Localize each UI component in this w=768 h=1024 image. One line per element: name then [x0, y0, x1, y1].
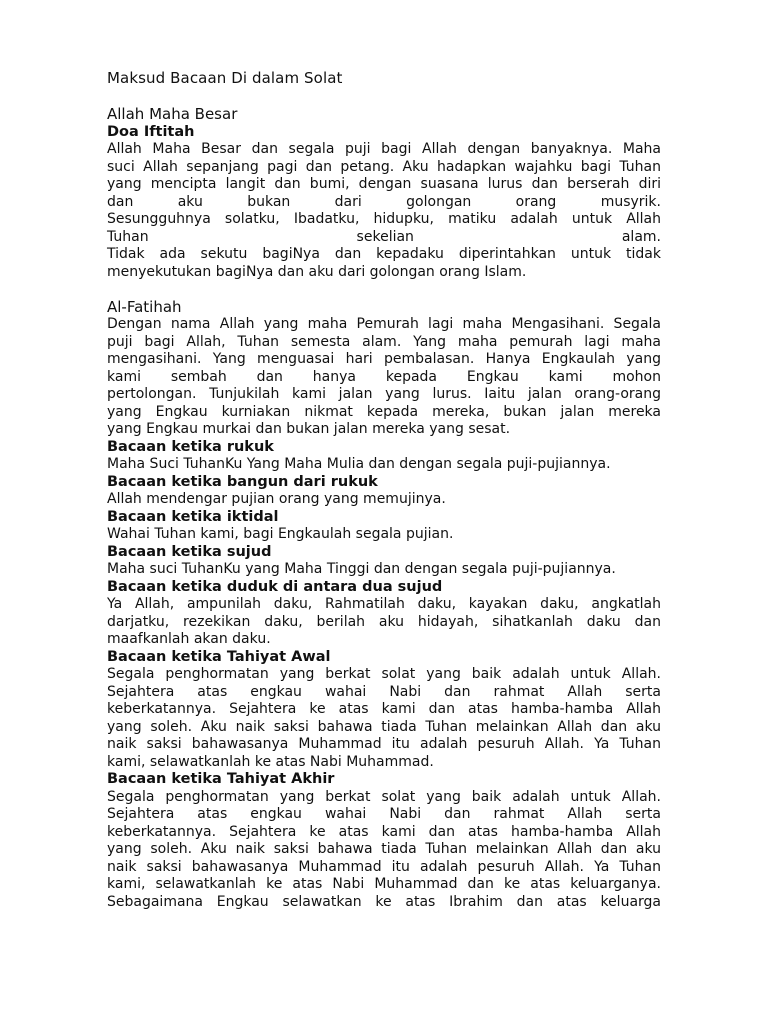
paragraph-al-fatihah — [107, 316, 661, 439]
section-heading-allah-maha-besar: Allah Maha Besar — [107, 105, 238, 123]
paragraph-sujud — [107, 561, 661, 579]
paragraph-iktidal — [107, 526, 661, 544]
text-line: Sebagaimana Engkau selawatkan ke atas Ibrahim dan atas keluarga — [107, 893, 661, 910]
text-line: Tidak ada sekutu bagiNya dan kepadaku diperintahkan untuk tidak — [107, 246, 661, 262]
text-line: kami sembah dan hanya kepada Engkau kami mohon — [107, 368, 661, 385]
paragraph-bangun-rukuk — [107, 491, 661, 509]
text-line: Tuhan sekelian alam. — [107, 228, 661, 245]
text-line: darjatku, rezekikan daku, berilah aku hidayah, sihatkanlah daku dan — [107, 613, 661, 630]
text-line: mengasihani. Yang menguasai hari pembalasan. Hanya Engkaulah yang — [107, 351, 661, 367]
text-line: kami, selawatkanlah ke atas Nabi Muhammad dan ke atas keluarganya. — [107, 876, 661, 892]
paragraph-duduk-dua-sujud — [107, 596, 661, 649]
paragraph-tahiyat-akhir — [107, 789, 661, 912]
text-line: pertolongan. Tunjukilah kami jalan yang lurus. Iaitu jalan orang-orang — [107, 386, 661, 402]
text-line: Sejahtera atas engkau wahai Nabi dan rahmat Allah serta — [107, 683, 661, 700]
text-line: Segala penghormatan yang berkat solat yang baik adalah untuk Allah. — [107, 788, 661, 805]
text-line: yang soleh. Aku naik saksi bahawa tiada Tuhan melainkan Allah dan aku — [107, 718, 661, 735]
text-line: yang mencipta langit dan bumi, dengan suasana lurus dan berserah diri — [107, 176, 661, 192]
heading-tahiyat-awal: Bacaan ketika Tahiyat Awal — [107, 648, 331, 665]
heading-doa-iftitah: Doa Iftitah — [107, 123, 195, 140]
heading-rukuk: Bacaan ketika rukuk — [107, 438, 274, 455]
paragraph-doa-iftitah — [107, 141, 661, 281]
paragraph-tahiyat-awal — [107, 666, 661, 771]
text-line: yang Engkau murkai dan bukan jalan mereka yang sesat. — [107, 421, 511, 437]
text-line: Allah mendengar pujian orang yang memujinya. — [107, 491, 446, 507]
heading-bangun-rukuk: Bacaan ketika bangun dari rukuk — [107, 473, 378, 490]
text-line: kami, selawatkanlah ke atas Nabi Muhammad. — [107, 753, 434, 770]
text-line: Sejahtera atas engkau wahai Nabi dan rahmat Allah serta — [107, 806, 661, 822]
heading-tahiyat-akhir: Bacaan ketika Tahiyat Akhir — [107, 771, 335, 787]
heading-sujud: Bacaan ketika sujud — [107, 543, 272, 560]
text-line: Maha Suci TuhanKu Yang Maha Mulia dan dengan segala puji-pujiannya. — [107, 456, 611, 472]
text-line: keberkatannya. Sejahtera ke atas kami dan atas hamba-hamba Allah — [107, 823, 661, 840]
text-line: Dengan nama Allah yang maha Pemurah lagi maha Mengasihani. Segala — [107, 316, 661, 332]
heading-duduk-dua-sujud: Bacaan ketika duduk di antara dua sujud — [107, 578, 443, 595]
text-line: puji bagi Allah, Tuhan semesta alam. Yang maha pemurah lagi maha — [107, 333, 661, 350]
heading-iktidal: Bacaan ketika iktidal — [107, 508, 279, 525]
text-line: menyekutukan bagiNya dan aku dari golongan orang Islam. — [107, 263, 527, 280]
text-line: yang Engkau kurniakan nikmat kepada mereka, bukan jalan mereka — [107, 403, 661, 420]
text-line: suci Allah sepanjang pagi dan petang. Aku hadapkan wajahku bagi Tuhan — [107, 158, 661, 175]
text-line: maafkanlah akan daku. — [107, 631, 271, 647]
text-line: yang soleh. Aku naik saksi bahawa tiada Tuhan melainkan Allah dan aku — [107, 841, 661, 857]
text-line: Segala penghormatan yang berkat solat yang baik adalah untuk Allah. — [107, 666, 661, 682]
document-title: Maksud Bacaan Di dalam Solat — [107, 69, 343, 87]
text-line: Sesungguhnya solatku, Ibadatku, hidupku, matiku adalah untuk Allah — [107, 211, 661, 227]
text-line: keberkatannya. Sejahtera ke atas kami dan atas hamba-hamba Allah — [107, 701, 661, 717]
text-line: Maha suci TuhanKu yang Maha Tinggi dan dengan segala puji-pujiannya. — [107, 561, 616, 577]
text-line: Ya Allah, ampunilah daku, Rahmatilah daku, kayakan daku, angkatlah — [107, 596, 661, 612]
text-line: naik saksi bahawasanya Muhammad itu adalah pesuruh Allah. Ya Tuhan — [107, 736, 661, 752]
text-line: naik saksi bahawasanya Muhammad itu adalah pesuruh Allah. Ya Tuhan — [107, 858, 661, 875]
text-line: Wahai Tuhan kami, bagi Engkaulah segala pujian. — [107, 526, 454, 542]
text-line: dan aku bukan dari golongan orang musyrik. — [107, 193, 661, 210]
document-page — [107, 69, 661, 911]
heading-al-fatihah: Al-Fatihah — [107, 297, 182, 316]
paragraph-rukuk — [107, 456, 661, 474]
text-line: Allah Maha Besar dan segala puji bagi Allah dengan banyaknya. Maha — [107, 141, 661, 157]
